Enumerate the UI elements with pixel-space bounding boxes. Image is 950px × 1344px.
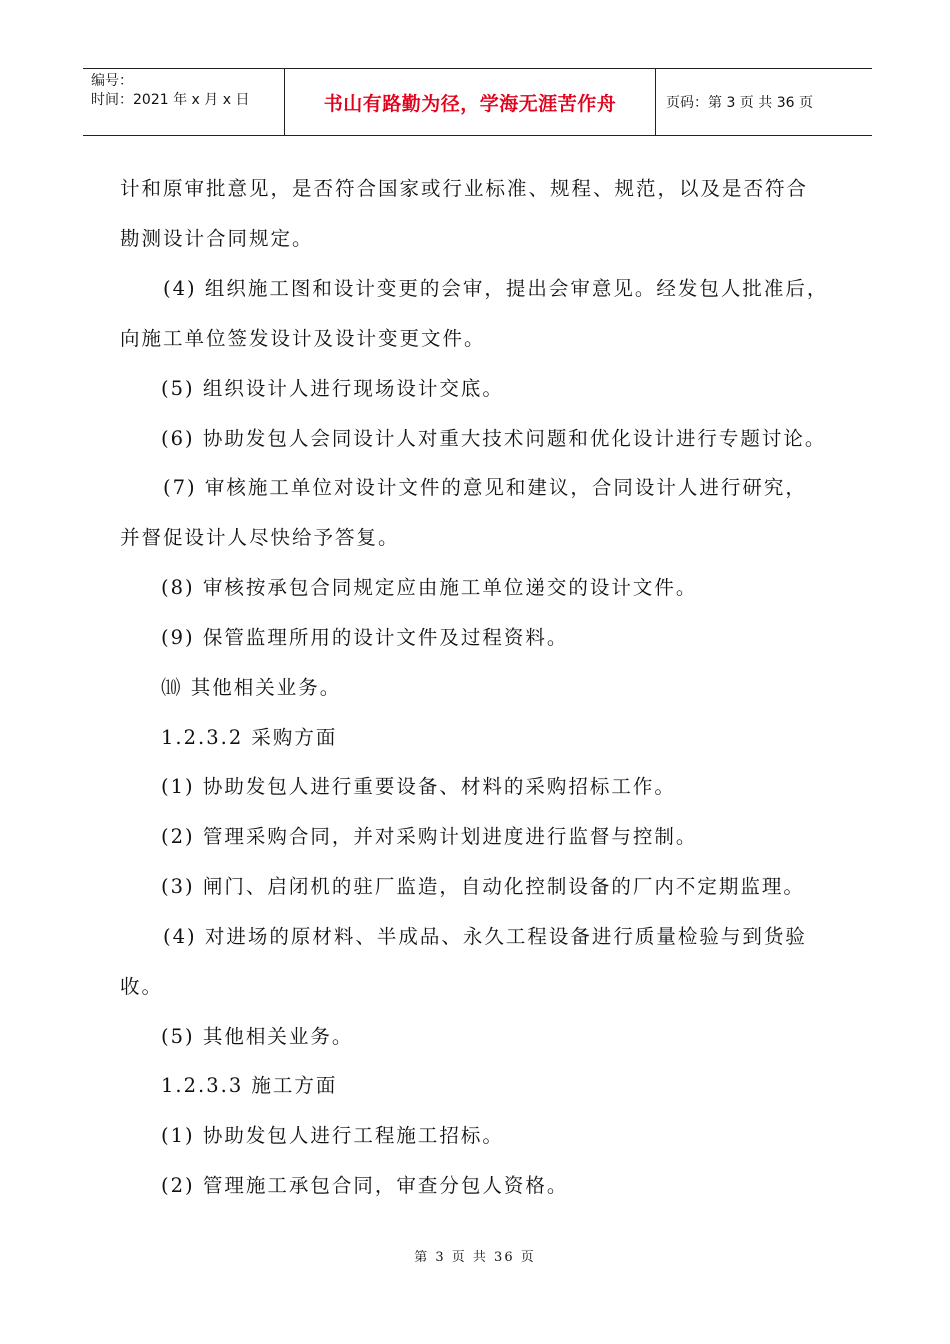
document-number-label: 编号： [91, 73, 133, 89]
body-line: (8) 审核按承包合同规定应由施工单位递交的设计文件。 [161, 576, 698, 599]
body-line: (1) 协助发包人进行工程施工招标。 [161, 1124, 504, 1147]
body-line: ⑽ 其他相关业务。 [161, 676, 342, 699]
body-line: 并督促设计人尽快给予答复。 [120, 526, 400, 549]
document-time-label: 时间：2021 年 x 月 x 日 [91, 92, 250, 108]
body-line: (7) 审核施工单位对设计文件的意见和建议，合同设计人进行研究， [163, 476, 807, 499]
body-line: (2) 管理采购合同，并对采购计划进度进行监督与控制。 [161, 825, 698, 848]
body-line: (6) 协助发包人会同设计人对重大技术问题和优化设计进行专题讨论。 [161, 427, 827, 450]
header-motto-cell [284, 69, 656, 135]
body-line: (9) 保管监理所用的设计文件及过程资料。 [161, 626, 569, 649]
header-motto: 书山有路勤为径，学海无涯苦作舟 [323, 92, 617, 115]
body-line: (3) 闸门、启闭机的驻厂监造，自动化控制设备的厂内不定期监理。 [161, 875, 805, 898]
body-line: (1) 协助发包人进行重要设备、材料的采购招标工作。 [161, 775, 676, 798]
header-page-info: 页码：第 3 页 共 36 页 [666, 95, 813, 111]
body-line: 计和原审批意见，是否符合国家或行业标准、规程、规范，以及是否符合 [120, 177, 809, 200]
section-heading: 1.2.3.2 采购方面 [161, 726, 338, 749]
page-header [83, 68, 872, 136]
body-line: 向施工单位签发设计及设计变更文件。 [120, 327, 486, 350]
body-line: (5) 其他相关业务。 [161, 1025, 354, 1048]
body-line: (4) 对进场的原材料、半成品、永久工程设备进行质量检验与到货验 [163, 925, 807, 948]
section-heading: 1.2.3.3 施工方面 [161, 1074, 338, 1097]
body-line: (5) 组织设计人进行现场设计交底。 [161, 377, 504, 400]
body-line: (4) 组织施工图和设计变更的会审，提出会审意见。经发包人批准后， [163, 277, 829, 300]
page-footer: 第 3 页 共 36 页 [414, 1250, 536, 1265]
body-line: 勘测设计合同规定。 [120, 227, 314, 250]
header-meta [83, 69, 284, 135]
body-line: 收。 [120, 975, 164, 998]
body-line: (2) 管理施工承包合同，审查分包人资格。 [161, 1174, 569, 1197]
